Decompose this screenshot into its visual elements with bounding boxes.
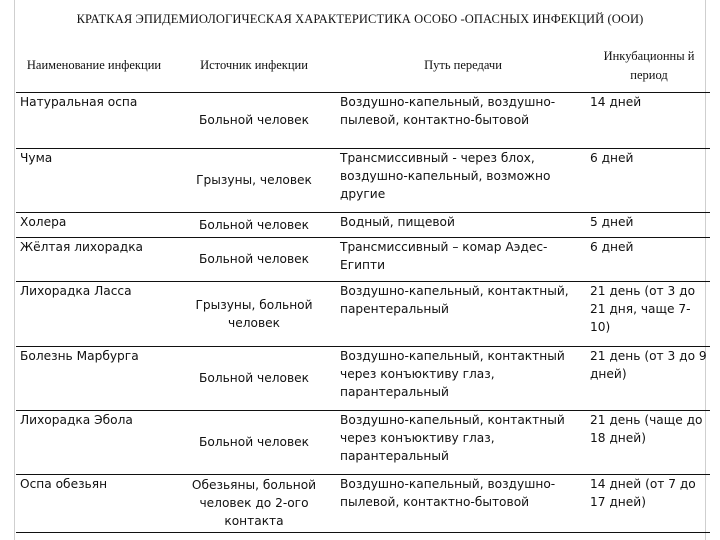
cell-route: Трансмиссивный - через блох, воздушно-капельный, возможно другие [338, 148, 588, 212]
cell-source: Больной человек [170, 92, 338, 148]
cell-source: Грызуны, больной человек [170, 281, 338, 346]
cell-route: Воздушно-капельный, воздушно-пылевой, контактно-бытовой [338, 474, 588, 532]
cell-incubation: 14 дней [588, 92, 710, 148]
cell-route: Трансмиссивный – комар Аэдес-Египти [338, 237, 588, 281]
cell-source: Больной человек [170, 237, 338, 281]
cell-source: Грызуны, человек [170, 148, 338, 212]
cell-incubation: 6 дней [588, 148, 710, 212]
table-row [16, 212, 710, 237]
cell-source: Больной человек [170, 346, 338, 410]
cell-name: Лихорадка Ласса [16, 281, 170, 346]
cell-source: Обезьяны, больной человек до 2-ого контакта [170, 474, 338, 532]
cell-route: Водный, пищевой [338, 212, 588, 237]
cell-incubation: 21 день (от 3 до 9 дней) [588, 346, 710, 410]
cell-name: Натуральная оспа [16, 92, 170, 148]
cell-incubation: 21 день (от 3 до 21 дня, чаще 7-10) [588, 281, 710, 346]
page-title: КРАТКАЯ ЭПИДЕМИОЛОГИЧЕСКАЯ ХАРАКТЕРИСТИКА ОСОБО -ОПАСНЫХ ИНФЕКЦИЙ (ООИ) [76, 12, 644, 26]
cell-incubation: 21 день (чаще до 18 дней) [588, 410, 710, 474]
cell-name: Болезнь Марбурга [16, 346, 170, 410]
table-header-row [16, 36, 710, 92]
cell-incubation: 5 дней [588, 212, 710, 237]
header-route: Путь передачи [338, 36, 588, 92]
table-row [16, 148, 710, 212]
cell-route: Воздушно-капельный, контактный через конъюктиву глаз, парантеральный [338, 410, 588, 474]
cell-incubation: 6 дней [588, 237, 710, 281]
table-row [16, 346, 710, 410]
cell-route: Воздушно-капельный, контактный через конъюктиву глаз, парантеральный [338, 346, 588, 410]
header-incubation: Инкубационны й период [588, 36, 710, 92]
cell-name: Жёлтая лихорадка [16, 237, 170, 281]
cell-name: Оспа обезьян [16, 474, 170, 532]
header-name: Наименование инфекции [16, 36, 170, 92]
table-row [16, 474, 710, 532]
cell-name: Чума [16, 148, 170, 212]
table-row [16, 237, 710, 281]
cell-name: Холера [16, 212, 170, 237]
table-row [16, 410, 710, 474]
cell-route: Воздушно-капельный, контактный, парентеральный [338, 281, 588, 346]
header-source: Источник инфекции [170, 36, 338, 92]
table-row [16, 92, 710, 148]
cell-route: Воздушно-капельный, воздушно-пылевой, контактно-бытовой [338, 92, 588, 148]
cell-source: Больной человек [170, 410, 338, 474]
infections-table [16, 36, 710, 533]
table-row [16, 281, 710, 346]
cell-name: Лихорадка Эбола [16, 410, 170, 474]
cell-source: Больной человек [170, 212, 338, 237]
cell-incubation: 14 дней (от 7 до 17 дней) [588, 474, 710, 532]
